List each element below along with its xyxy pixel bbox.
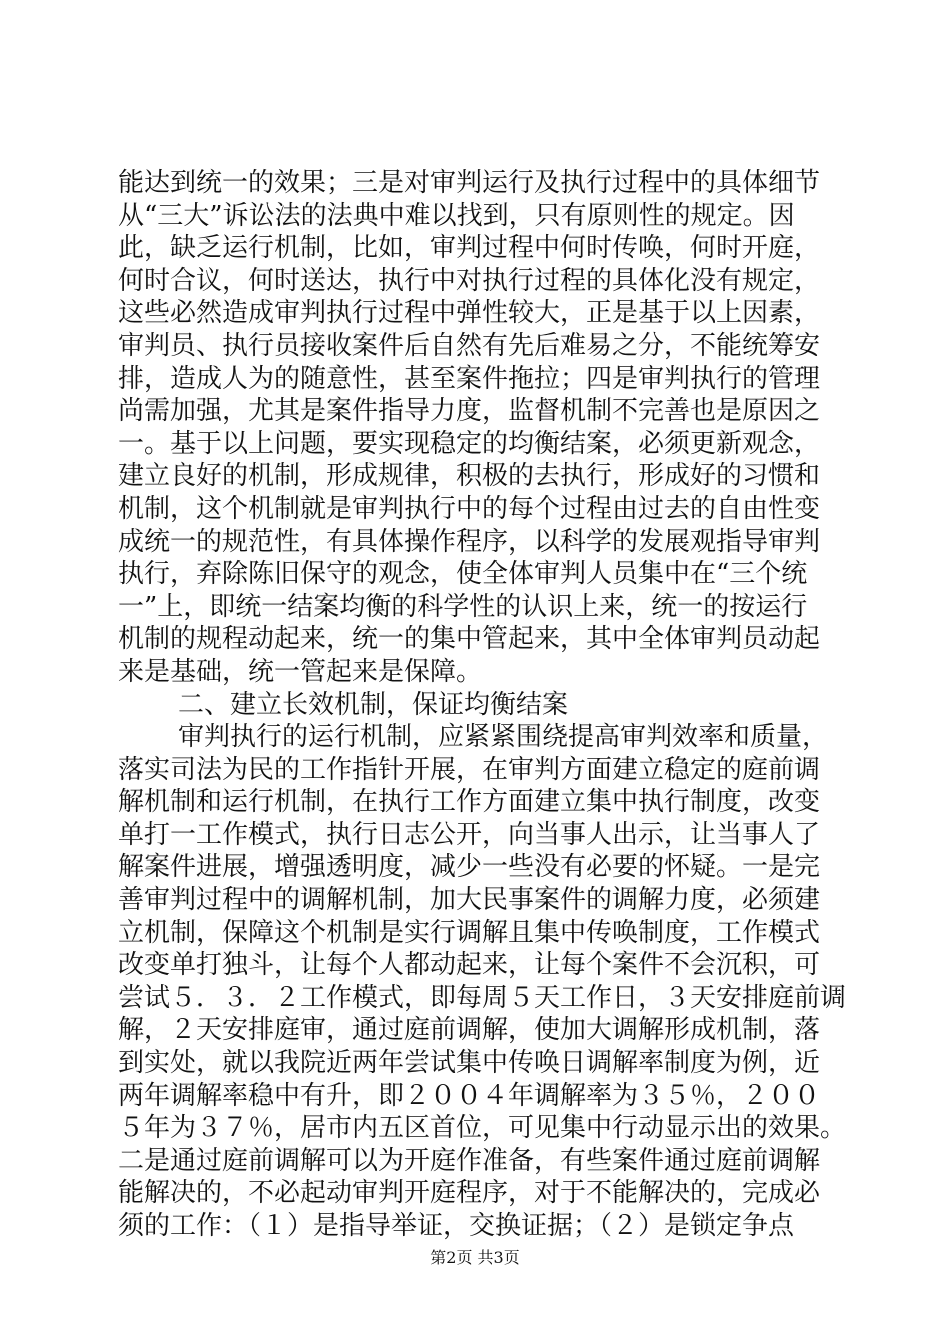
text-line: 立机制，保障这个机制是实行调解且集中传唤制度，工作模式 (118, 917, 821, 948)
text-line: 何时合议，何时送达，执行中对执行过程的具体化没有规定， (118, 265, 821, 296)
text-line: 从“三大”诉讼法的法典中难以找到，只有原则性的规定。因 (118, 200, 795, 231)
text-line: 排，造成人为的随意性，甚至案件拖拉；四是审判执行的管理 (118, 363, 821, 394)
text-line: 来是基础，统一管起来是保障。 (118, 656, 483, 687)
text-line: 尝试５．３．２工作模式，即每周５天工作日，３天安排庭前调 (118, 982, 847, 1013)
text-line: 须的工作：（１）是指导举证，交换证据；（２）是锁定争点 (118, 1211, 795, 1241)
text-line: 此，缺乏运行机制，比如，审判过程中何时传唤，何时开庭， (118, 233, 821, 264)
text-line: 机制的规程动起来，统一的集中管起来，其中全体审判员动起 (118, 624, 821, 655)
text-line: ５年为３７％，居市内五区首位，可见集中行动显示出的效果。 (118, 1113, 847, 1144)
text-line: 解，２天安排庭审，通过庭前调解，使加大调解形成机制，落 (118, 1015, 821, 1046)
text-line: 成统一的规范性，有具体操作程序，以科学的发展观指导审判 (118, 526, 821, 557)
text-line: 到实处，就以我院近两年尝试集中传唤日调解率制度为例，近 (118, 1048, 821, 1079)
text-line: 单打一工作模式，执行日志公开，向当事人出示，让当事人了 (118, 819, 821, 850)
page-footer: 第2页 共3页 (430, 1248, 520, 1267)
text-line: 一。基于以上问题，要实现稳定的均衡结案，必须更新观念， (118, 428, 821, 459)
text-line: 落实司法为民的工作指针开展，在审判方面建立稳定的庭前调 (118, 754, 821, 785)
text-line: 能达到统一的效果；三是对审判运行及执行过程中的具体细节 (118, 168, 821, 198)
text-line: 两年调解率稳中有升，即２００４年调解率为３５％，２００ (118, 1080, 821, 1111)
text-line: 二是通过庭前调解可以为开庭作准备，有些案件通过庭前调解 (118, 1145, 821, 1176)
text-line: 机制，这个机制就是审判执行中的每个过程由过去的自由性变 (118, 493, 821, 524)
text-line: 解案件进展，增强透明度，减少一些没有必要的怀疑。一是完 (118, 852, 821, 883)
section-heading: 二、建立长效机制，保证均衡结案 (178, 689, 569, 720)
text-line: 改变单打独斗，让每个人都动起来，让每个案件不会沉积，可 (118, 950, 821, 981)
text-line: 尚需加强，尤其是案件指导力度，监督机制不完善也是原因之 (118, 396, 821, 427)
text-line: 解机制和运行机制，在执行工作方面建立集中执行制度，改变 (118, 787, 821, 818)
text-line: 建立良好的机制，形成规律，积极的去执行，形成好的习惯和 (118, 461, 821, 492)
text-line: 这些必然造成审判执行过程中弹性较大，正是基于以上因素， (118, 298, 821, 329)
body-text (118, 167, 847, 1243)
text-line: 善审判过程中的调解机制，加大民事案件的调解力度，必须建 (118, 885, 821, 916)
text-line: 执行，弃除陈旧保守的观念，使全体审判人员集中在“三个统 (118, 559, 808, 590)
text-line: 审判员、执行员接收案件后自然有先后难易之分，不能统筹安 (118, 330, 821, 361)
paragraph-start-line: 审判执行的运行机制，应紧紧围绕提高审判效率和质量， (178, 722, 829, 753)
text-line: 一”上，即统一结案均衡的科学性的认识上来，统一的按运行 (118, 591, 808, 622)
text-line: 能解决的，不必起动审判开庭程序，对于不能解决的，完成必 (118, 1178, 821, 1209)
